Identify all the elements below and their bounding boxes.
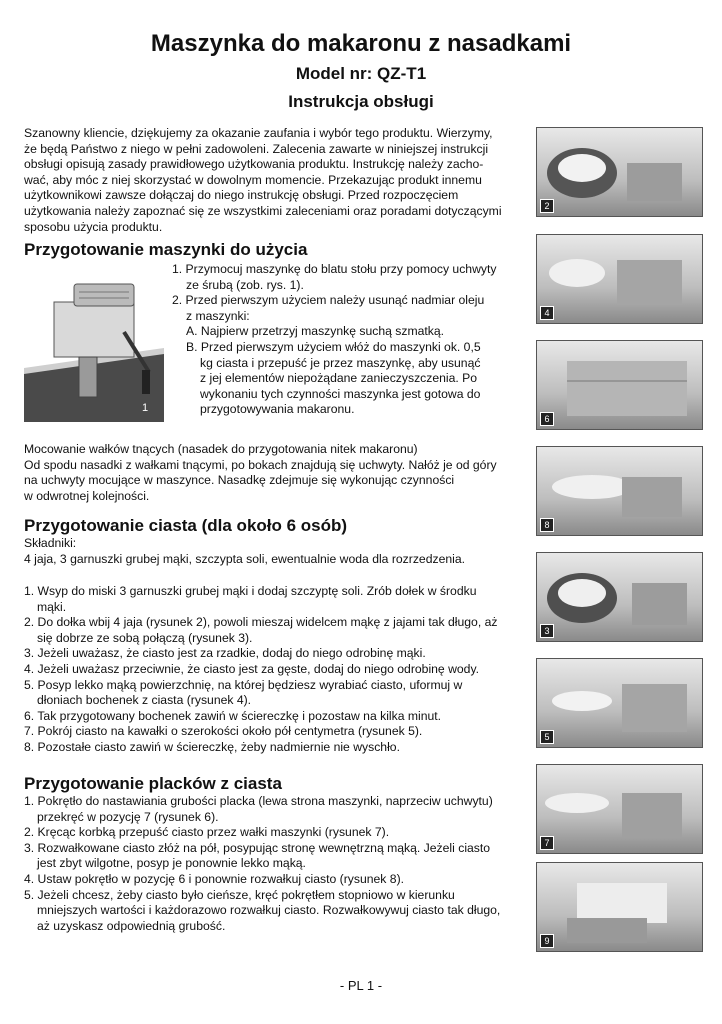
ingredients-list: 4 jaja, 3 garnuszki grubej mąki, szczypta soli, ewentualnie woda dla rozrzedzenia. [24, 551, 466, 566]
intro-line: Szanowny kliencie, dziękujemy za okazanie zaufania i wybór tego produktu. Wierzymy, [24, 126, 493, 140]
photo-number: 8 [540, 518, 554, 532]
list-item: 4. Ustaw pokrętło w pozycję 6 i ponownie rozwałkuj ciasto (rysunek 8). [24, 871, 405, 886]
photo-illustration [537, 553, 702, 641]
list-item: z maszynki: [186, 308, 250, 323]
photo-illustration [537, 128, 702, 216]
list-item: 1. Wsyp do miski 3 garnuszki grubej mąki i dodaj szczyptę soli. Zrób dołek w środku [24, 584, 477, 598]
mounting-line: w odwrotnej kolejności. [24, 488, 150, 503]
list-item: przekręć w pozycję 7 (rysunek 6). [37, 809, 219, 824]
list-item: 3. Jeżeli uważasz, że ciasto jest za rzadkie, dodaj do niego odrobinę mąki. [24, 646, 426, 661]
intro-line: że będą Państwo z niego w pełni zadowoleni. Zalecenia zawarte w niniejszej instrukcji [24, 141, 489, 156]
photo-2-eggs-in-flour [536, 127, 703, 217]
intro-line: użytkowania należy zapoznać się ze wszystkimi zaleceniami oraz poradami dotyczącymi [24, 203, 502, 218]
section-heading-machine-prep: Przygotowanie maszynki do użycia [24, 240, 308, 259]
photo-illustration [537, 235, 702, 323]
list-item: mąki. [37, 599, 67, 614]
ingredients-label: Składniki: [24, 536, 77, 550]
list-item: 2. Do dołka wbij 4 jaja (rysunek 2), powoli mieszaj widelcem mąkę z jajami tak długo, aż [24, 615, 498, 630]
list-item: wykonaniu tych czynności maszynka jest gotowa do [200, 386, 481, 401]
photo-illustration [537, 659, 702, 747]
list-item: 2. Kręcąc korbką przepuść ciasto przez wałki maszynki (rysunek 7). [24, 825, 390, 840]
list-item: jest zbyt wilgotne, posyp je ponownie lekko mąką. [37, 856, 306, 871]
model-number: Model nr: QZ-T1 [295, 64, 427, 83]
intro-line: użytkownikowi zawsze dołączaj do niego instrukcję obsługi. Przed rozpoczęciem [24, 188, 459, 203]
list-item: się dobrze ze sobą połączą (rysunek 3). [37, 630, 253, 645]
photo-number: 9 [540, 934, 554, 948]
dough-steps [24, 584, 529, 756]
mounting-line: Od spodu nasadki z wałkami tnącymi, po bokach znajdują się uchwyty. Nałóż je od góry [24, 457, 497, 472]
figure-1-machine-clamped [24, 262, 164, 422]
photo-illustration [537, 765, 702, 853]
section-heading-dough: Przygotowanie ciasta (dla około 6 osób) [24, 516, 348, 535]
list-item: ze śrubą (zob. rys. 1). [186, 277, 304, 292]
list-item: 8. Pozostałe ciasto zawiń w ściereczkę, żeby nadmiernie nie wyschło. [24, 739, 400, 754]
section-heading-sheets: Przygotowanie placków z ciasta [24, 774, 282, 793]
list-item: 5. Posyp lekko mąką powierzchnię, na której będziesz wyrabiać ciasto, uformuj w [24, 677, 463, 692]
photo-number: 5 [540, 730, 554, 744]
ingredients [24, 536, 529, 567]
mounting-line: na uchwyty mocujące w maszynce. Nasadkę zdejmuje się wykonując czynności [24, 473, 455, 488]
photo-8-rolling-dough [536, 446, 703, 536]
photo-number: 3 [540, 624, 554, 638]
list-item: aż uzyskasz odpowiednią grubość. [37, 918, 226, 933]
document-title: Maszynka do makaronu z nasadkami [150, 30, 572, 57]
mounting-line: Mocowanie wałków tnących (nasadek do przygotowania nitek makaronu) [24, 442, 418, 456]
photo-6-machine-rollers [536, 340, 703, 430]
intro-line: sposobu użycia produktu. [24, 219, 163, 234]
list-item: 7. Pokrój ciasto na kawałki o szerokości około pół centymetra (rysunek 5). [24, 724, 423, 739]
list-item: przygotowywania makaronu. [200, 402, 355, 417]
list-item: 2. Przed pierwszym użyciem należy usunąć nadmiar oleju [172, 293, 485, 308]
sheet-steps [24, 794, 529, 934]
photo-illustration [537, 447, 702, 535]
list-item: A. Najpierw przetrzyj maszynkę suchą szmatką. [186, 324, 445, 339]
mounting-paragraph [24, 442, 529, 504]
photo-illustration [537, 863, 702, 951]
list-item: mniejszych wartości i każdorazowo rozwałkuj ciasto. Rozwałkowywuj ciasto tak długo, [37, 903, 501, 918]
list-item: z jej elementów niepożądane zanieczyszczenia. Po [200, 371, 478, 386]
list-item: dłoniach bochenek z ciasta (rysunek 4). [37, 693, 252, 708]
photo-number: 4 [540, 306, 554, 320]
intro-paragraph [24, 126, 529, 235]
list-item: kg ciasta i przepuść je przez maszynkę, aby usunąć [200, 355, 481, 370]
photo-3-mixing-eggs [536, 552, 703, 642]
list-item: 1. Przymocuj maszynkę do blatu stołu przy pomocy uchwyty [172, 262, 497, 276]
list-item: 1. Pokrętło do nastawiania grubości placka (lewa strona maszynki, naprzeciw uchwytu) [24, 794, 493, 808]
photo-4-forming-dough [536, 234, 703, 324]
photo-7-feeding-machine [536, 764, 703, 854]
photo-5-cutting-dough [536, 658, 703, 748]
photo-illustration [537, 341, 702, 429]
machine-prep-steps [172, 262, 532, 418]
page-number: - PL 1 - [339, 978, 383, 993]
pasta-machine-illustration [24, 262, 164, 422]
list-item: 4. Jeżeli uważasz przeciwnie, że ciasto jest za gęste, dodaj do niego odrobinę wody. [24, 661, 480, 676]
document-subtitle: Instrukcja obsługi [288, 92, 434, 111]
photo-number: 7 [540, 836, 554, 850]
list-item: 6. Tak przygotowany bochenek zawiń w ściereczkę i pozostaw na kilka minut. [24, 708, 442, 723]
intro-line: obsługi opisują zasady prawidłowego użytkowania produktu. Instrukcję należy zacho- [24, 157, 484, 172]
intro-line: wać, aby móc z niej skorzystać w dowolnym momencie. Przekazując produkt innemu [24, 172, 482, 187]
photo-9-sheets-out [536, 862, 703, 952]
list-item: 5. Jeżeli chcesz, żeby ciasto było cieńsze, kręć pokrętłem stopniowo w kierunku [24, 887, 455, 902]
photo-number: 2 [540, 199, 554, 213]
photo-number: 6 [540, 412, 554, 426]
figure-label: 1 [142, 402, 149, 414]
list-item: B. Przed pierwszym użyciem włóż do maszynki ok. 0,5 [186, 339, 481, 354]
list-item: 3. Rozwałkowane ciasto złóż na pół, posypując stronę wewnętrzną mąką. Jeżeli ciasto [24, 840, 491, 855]
